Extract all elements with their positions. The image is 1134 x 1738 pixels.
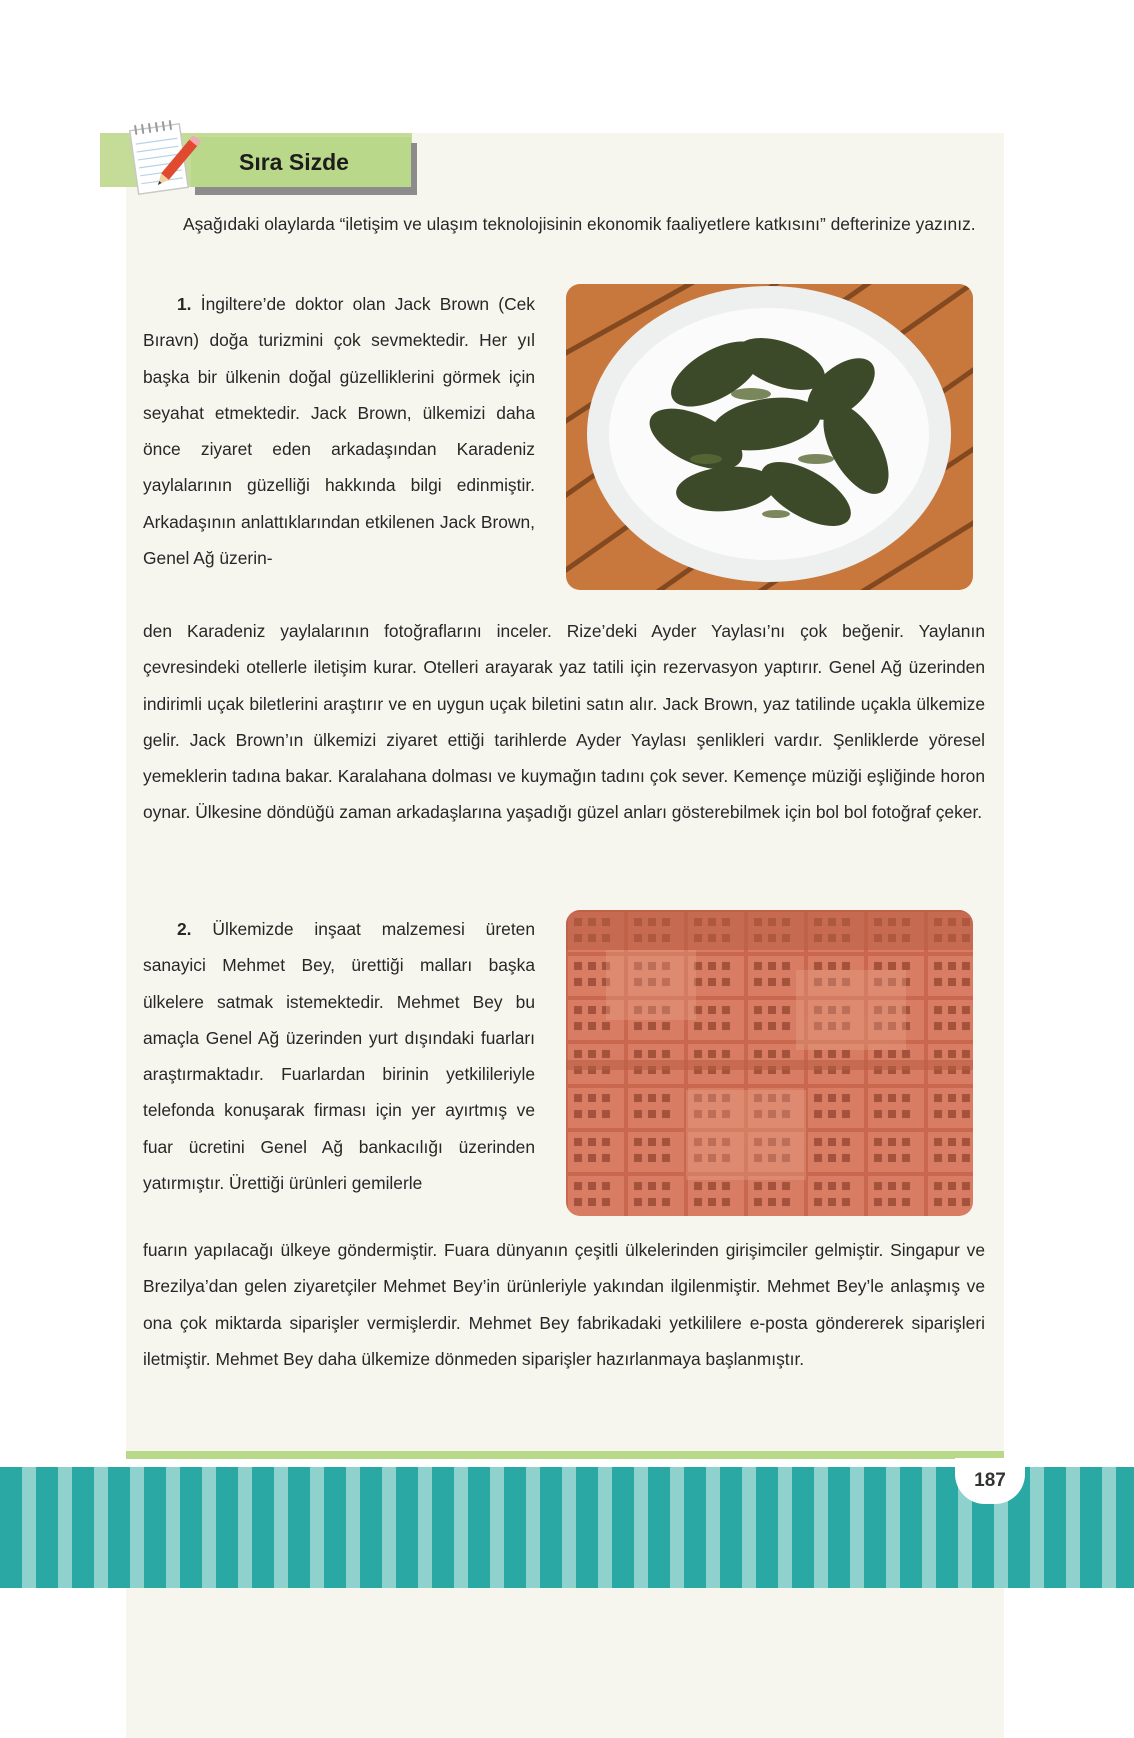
notepad-pencil-icon [124, 117, 202, 199]
section-title: Sıra Sizde [239, 148, 349, 175]
item2-text-wide: fuarın yapılacağı ülkeye göndermiştir. Fuara dünyanın çeşitli ülkelerinden girişimciler gelmiştir. Singapur ve Brezilya’dan gelen ziyaretçiler Mehmet Bey’in ürünleriyle yakından ilgilenmiştir. Mehmet Bey’le anlaşmış ve ona çok miktarda siparişler vermişlerdir. Mehmet Bey fabrikadaki yetkililere e-posta göndererek siparişleri iletmiştir. Mehmet Bey daha ülkemize dönmeden siparişler hazırlanmaya başlanmıştır. [143, 1240, 985, 1369]
bricks-photo [566, 910, 973, 1216]
item1-text-column: İngiltere’de doktor olan Jack Brown (Cek Bıravn) doğa turizmini çok sevmektedir. Her yıl başka bir ülkenin doğal güzelliklerini görmek için seyahat etmektedir. Jack Brown, ülkemizi daha önce ziyaret eden arkadaşından Karadeniz yaylalarının güzelliği hakkında bilgi edinmiştir. Arkadaşının anlattıklarından etkilenen Jack Brown, Genel Ağ üzerin- [143, 294, 536, 569]
item2-paragraph-column [143, 911, 535, 1201]
item2-text-column: Ülkemizde inşaat malzemesi üreten sanayici Mehmet Bey, ürettiği malları başka ülkelere satmak istemektedir. Mehmet Bey bu amaçla Genel Ağ üzerinden yurt dışındaki fuarları araştırmaktadır. Fuarlardan birinin yetkilileriyle telefonda konuşarak firması için yer ayırtmış ve fuar ücretini Genel Ağ bankacılığı üzerinden yatırmıştır. Ürettiği ürünleri gemilerle [143, 919, 535, 1194]
item1-text-wide: den Karadeniz yaylalarının fotoğraflarını inceler. Rize’deki Ayder Yaylası’nı çok beğenir. Yaylanın çevresindeki otellerle iletişim kurar. Otelleri arayarak yaz tatili için rezervasyon yaptırır. Genel Ağ üzerinden indirimli uçak biletlerini araştırır ve en uygun uçak biletini satın alır. Jack Brown, yaz tatilinde uçakla ülkemize gelir. Jack Brown’ın ülkemizi ziyaret ettiği tarihlerde Ayder Yaylası şenlikleri vardır. Şenliklerde yöresel yemeklerin tadına bakar. Karalahana dolması ve kuymağın tadını çok sever. Kemençe müziği eşliğinde horon oynar. Ülkesine döndüğü zaman arkadaşlarına yaşadığı güzel anları gösterebilmek için bol bol fotoğraf çeker. [143, 621, 985, 823]
item2-number: 2. [177, 919, 192, 939]
dolma-photo [566, 284, 973, 590]
intro-paragraph: Aşağıdaki olaylarda “iletişim ve ulaşım teknolojisinin ekonomik faaliyetlere katkısını” defterinize yazınız. [183, 214, 976, 234]
panel-bottom-rule [126, 1451, 1004, 1459]
item1-paragraph-column [143, 286, 535, 576]
section-header [191, 137, 411, 187]
item1-number: 1. [177, 294, 192, 314]
page-number: 187 [955, 1458, 1025, 1504]
